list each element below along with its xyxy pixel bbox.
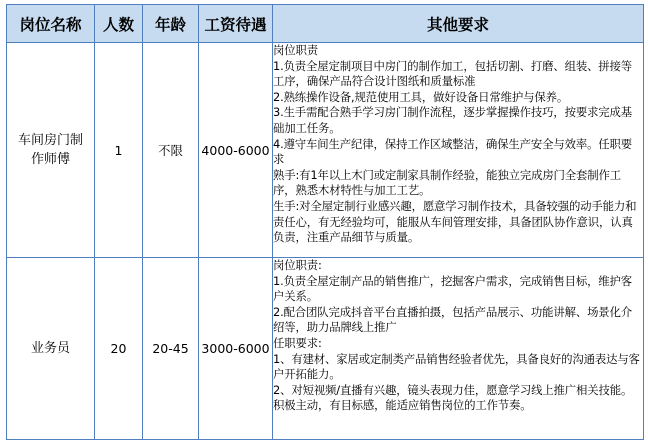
header-age: 年龄 [143, 5, 199, 43]
detail-line: 2、对短视频/直播有兴趣，镜头表现力佳，愿意学习线上推广相关技能。积极主动，有目标感，能适应销售岗位的工作节奏。 [273, 382, 633, 413]
details-cell [273, 258, 644, 440]
header-position: 岗位名称 [7, 5, 95, 43]
salary-cell: 4000-6000 [199, 43, 273, 258]
detail-line: 1.负责全屋定制项目中房门的制作加工，包括切割、打磨、组装、拼接等工序，确保产品符合设计图纸和质量标准 [273, 58, 633, 89]
salary-cell: 3000-6000 [199, 258, 273, 440]
count-cell: 20 [95, 258, 143, 440]
detail-line: 2.配合团队完成抖音平台直播拍摄，包括产品展示、功能讲解、场景化介绍等，助力品牌线上推广 [273, 304, 633, 335]
age-cell: 20-45 [143, 258, 199, 440]
position-cell: 业务员 [7, 258, 95, 440]
position-cell: 车间房门制作师傅 [7, 43, 95, 258]
detail-line: 岗位职责 [273, 43, 318, 57]
count-cell: 1 [95, 43, 143, 258]
detail-line: 2.熟练操作设备,规范使用工具，做好设备日常维护与保养。 [273, 89, 569, 104]
detail-line: 1、有建材、家居或定制类产品销售经验者优先，具备良好的沟通表达与客户开拓能力。 [273, 351, 640, 382]
header-salary: 工资待遇 [199, 5, 273, 43]
age-cell: 不限 [143, 43, 199, 258]
header-count: 人数 [95, 5, 143, 43]
table-row [7, 258, 644, 440]
details-cell [273, 43, 644, 258]
detail-line: 4.遵守车间生产纪律，保持工作区域整洁，确保生产安全与效率。任职要求 [273, 136, 633, 167]
detail-line: 生手:对全屋定制行业感兴趣，愿意学习制作技术，具备较强的动手能力和责任心，有无经验均可，能服从车间管理安排，具备团队协作意识，认真负责，注重产品细节与质量。 [273, 198, 637, 245]
detail-line: 岗位职责: [273, 258, 322, 272]
job-table [6, 4, 644, 440]
detail-line: 任职要求: [273, 335, 322, 350]
detail-line: 3.生手需配合熟手学习房门制作流程，逐步掌握操作技巧，按要求完成基础加工任务。 [273, 105, 633, 135]
header-other: 其他要求 [273, 5, 644, 43]
table-row [7, 43, 644, 258]
detail-line: 1.负责全屋定制产品的销售推广，挖掘客户需求，完成销售目标，维护客户关系。 [273, 273, 633, 304]
detail-line: 熟手:有1年以上木门或定制家具制作经验，能独立完成房门全套制作工序，熟悉木材特性与加工工艺。 [273, 167, 622, 198]
table-header-row [7, 5, 644, 43]
